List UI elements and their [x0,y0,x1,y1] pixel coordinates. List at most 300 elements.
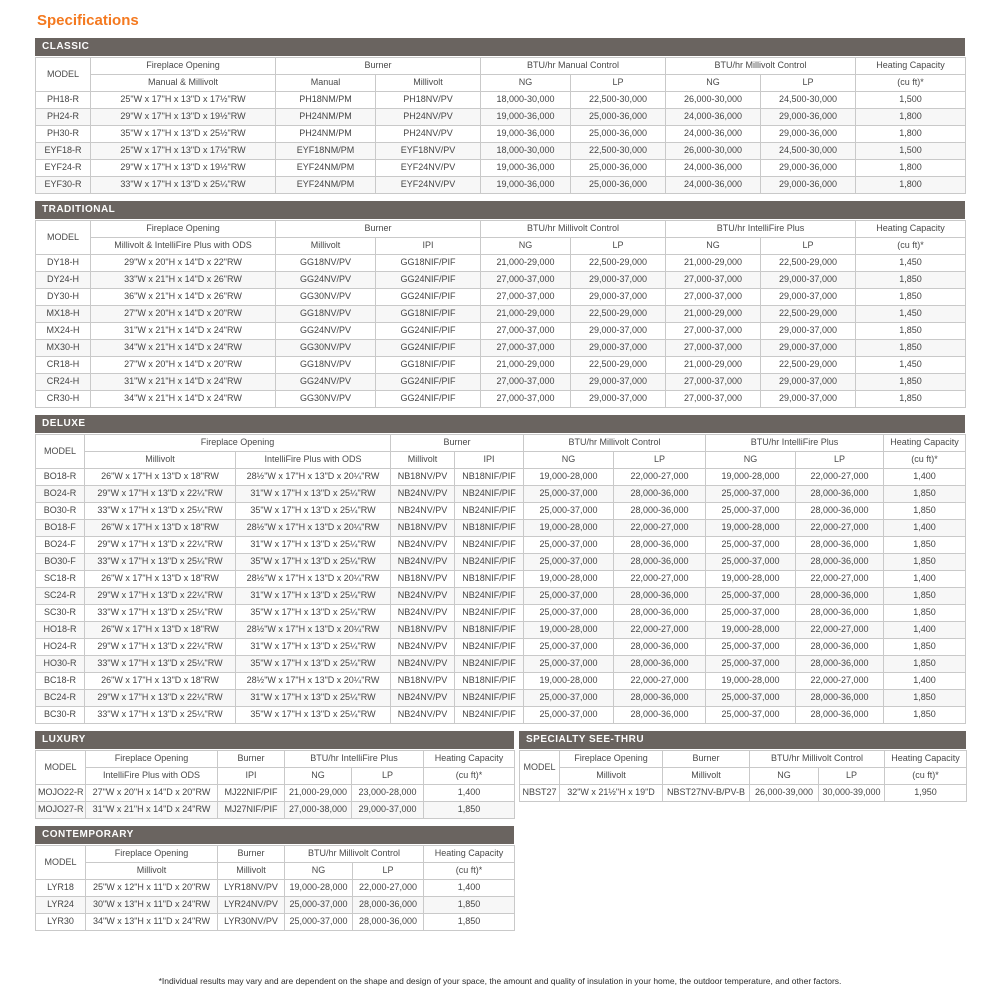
spec-cell: 31"W x 21"H x 14"D x 24"RW [91,374,276,391]
model-cell: BO24-F [36,537,85,554]
spec-cell: NB24NV/PV [391,537,455,554]
column-group-header: BTU/hr IntelliFire Plus [666,221,856,238]
header-row-groups [36,846,515,863]
spec-cell: NB18NIF/PIF [455,520,524,537]
spec-cell: 29,000-37,000 [761,391,856,408]
spec-table-contemporary [35,845,515,931]
column-header-model: MODEL [36,58,91,92]
spec-cell: 29,000-37,000 [571,289,666,306]
model-cell: PH18-R [36,92,91,109]
table-row [36,255,966,272]
spec-cell: 25,000-37,000 [524,707,614,724]
contemporary-table-section [35,826,965,931]
column-subheader: (cu ft)* [885,768,967,785]
spec-cell: NB24NIF/PIF [455,486,524,503]
table-row [36,554,966,571]
spec-cell: 1,850 [856,323,966,340]
column-group-header: Fireplace Opening [86,751,218,768]
classic-table-section [35,38,965,194]
model-cell: BO30-F [36,554,85,571]
spec-cell: NB18NV/PV [391,622,455,639]
spec-cell: GG18NIF/PIF [376,306,481,323]
spec-cell: PH18NM/PM [276,92,376,109]
spec-cell: NB24NV/PV [391,486,455,503]
spec-cell: 1,850 [856,289,966,306]
spec-cell: 1,400 [884,469,966,486]
spec-cell: 1,850 [856,391,966,408]
spec-cell: 27,000-37,000 [666,374,761,391]
spec-cell: 27"W x 20"H x 14"D x 20"RW [91,357,276,374]
column-group-header: Burner [391,435,524,452]
spec-cell: NB24NIF/PIF [455,639,524,656]
spec-cell: 27,000-37,000 [481,340,571,357]
column-subheader: NG [750,768,819,785]
spec-cell: 1,850 [856,374,966,391]
spec-cell: 35"W x 17"H x 13"D x 25¼"RW [236,656,391,673]
spec-cell: NB24NIF/PIF [455,503,524,520]
table-row [36,143,966,160]
spec-cell: 19,000-28,000 [524,571,614,588]
spec-cell: 1,850 [884,690,966,707]
spec-cell: 29,000-37,000 [761,323,856,340]
spec-cell: 29,000-36,000 [761,126,856,143]
model-cell: MOJO27-R [36,802,86,819]
spec-cell: NB24NV/PV [391,639,455,656]
spec-cell: 28,000-36,000 [796,554,884,571]
spec-cell: 29,000-37,000 [571,323,666,340]
column-subheader: Millivolt [391,452,455,469]
spec-cell: 25,000-37,000 [706,554,796,571]
spec-cell: NB18NIF/PIF [455,673,524,690]
spec-cell: 24,500-30,000 [761,92,856,109]
spec-cell: 28,000-36,000 [614,537,706,554]
column-subheader: LP [571,75,666,92]
spec-cell: 29"W x 17"H x 13"D x 22¼"RW [85,639,236,656]
footnote: *Individual results may vary and are dependent on the shape and design of your space, the amount and quality of insulation in your home, the outdoor temperature, and other factors. [158,976,842,986]
section-header-traditional: TRADITIONAL [35,201,965,219]
spec-cell: 1,850 [424,802,515,819]
spec-cell: 22,500-29,000 [571,255,666,272]
spec-cell: 28½"W x 17"H x 13"D x 20¼"RW [236,469,391,486]
column-subheader: Millivolt [86,863,218,880]
column-group-header: BTU/hr Manual Control [481,58,666,75]
spec-cell: 1,850 [884,656,966,673]
spec-cell: NB24NIF/PIF [455,707,524,724]
spec-cell: 29,000-37,000 [571,272,666,289]
column-subheader: NG [666,75,761,92]
column-subheader: NG [706,452,796,469]
spec-table-classic [35,57,966,194]
column-subheader: (cu ft)* [424,863,515,880]
spec-cell: 35"W x 17"H x 13"D x 25¼"RW [236,554,391,571]
spec-cell: 22,000-27,000 [614,520,706,537]
spec-cell: 31"W x 17"H x 13"D x 25¼"RW [236,486,391,503]
spec-cell: NB18NV/PV [391,469,455,486]
spec-cell: 29,000-36,000 [761,177,856,194]
column-subheader: (cu ft)* [856,75,966,92]
spec-cell: 1,850 [884,503,966,520]
spec-cell: NB24NV/PV [391,503,455,520]
spec-cell: 28,000-36,000 [796,639,884,656]
column-group-header: BTU/hr IntelliFire Plus [285,751,424,768]
spec-cell: GG18NIF/PIF [376,357,481,374]
spec-cell: NB24NIF/PIF [455,656,524,673]
spec-cell: 27,000-37,000 [481,374,571,391]
column-subheader: LP [761,238,856,255]
spec-cell: 28,000-36,000 [796,537,884,554]
table-row [36,802,515,819]
spec-cell: 1,400 [424,880,515,897]
model-cell: MX30-H [36,340,91,357]
spec-cell: NB24NIF/PIF [455,690,524,707]
spec-cell: 1,450 [856,357,966,374]
spec-cell: 22,000-27,000 [614,469,706,486]
table-row [36,272,966,289]
spec-cell: GG24NIF/PIF [376,340,481,357]
two-column-row [35,731,965,819]
model-cell: SC24-R [36,588,85,605]
spec-cell: 29,000-37,000 [571,340,666,357]
spec-cell: 28,000-36,000 [614,554,706,571]
spec-cell: 28,000-36,000 [353,897,424,914]
spec-cell: 26"W x 17"H x 13"D x 18"RW [85,622,236,639]
spec-cell: 25,000-36,000 [571,126,666,143]
spec-cell: 33"W x 17"H x 13"D x 25¼"RW [85,554,236,571]
spec-cell: 27,000-37,000 [666,340,761,357]
spec-cell: 1,850 [856,272,966,289]
column-group-header: Burner [276,58,481,75]
spec-cell: 21,000-29,000 [285,785,352,802]
spec-cell: 27"W x 20"H x 14"D x 20"RW [91,306,276,323]
spec-cell: PH24NV/PV [376,109,481,126]
column-group-header: BTU/hr Millivolt Control [524,435,706,452]
table-row [36,571,966,588]
spec-cell: 23,000-28,000 [352,785,424,802]
column-subheader: Millivolt [663,768,750,785]
spec-cell: 25,000-37,000 [285,897,353,914]
spec-cell: NB24NIF/PIF [455,554,524,571]
spec-cell: 19,000-36,000 [481,160,571,177]
model-cell: BO24-R [36,486,85,503]
section-header-deluxe: DELUXE [35,415,965,433]
spec-cell: 1,800 [856,109,966,126]
column-group-header: Burner [218,751,285,768]
spec-cell: 1,850 [856,340,966,357]
spec-table-specialty [519,750,967,802]
header-row-groups [36,221,966,238]
column-group-header: Fireplace Opening [85,435,391,452]
model-cell: EYF30-R [36,177,91,194]
table-row [36,306,966,323]
spec-cell: 25,000-37,000 [706,656,796,673]
column-subheader: Millivolt [218,863,285,880]
luxury-table-section [35,731,515,819]
section-header-specialty: SPECIALTY SEE-THRU [519,731,966,749]
spec-cell: GG24NV/PV [276,374,376,391]
column-subheader: Millivolt [560,768,663,785]
spec-cell: 22,000-27,000 [614,673,706,690]
spec-cell: 1,850 [884,486,966,503]
spec-cell: 28,000-36,000 [796,707,884,724]
spec-cell: 27,000-37,000 [481,272,571,289]
model-cell: LYR18 [36,880,86,897]
column-group-header: BTU/hr Millivolt Control [750,751,885,768]
spec-cell: GG24NIF/PIF [376,391,481,408]
column-subheader: LP [796,452,884,469]
spec-cell: 1,850 [884,605,966,622]
model-cell: BO30-R [36,503,85,520]
spec-cell: 1,800 [856,126,966,143]
spec-cell: NB18NIF/PIF [455,571,524,588]
model-cell: LYR24 [36,897,86,914]
spec-cell: 29,000-37,000 [761,374,856,391]
spec-cell: LYR24NV/PV [218,897,285,914]
spec-cell: 33"W x 17"H x 13"D x 25¼"RW [85,503,236,520]
column-group-header: Burner [276,221,481,238]
model-cell: MX18-H [36,306,91,323]
spec-cell: 18,000-30,000 [481,143,571,160]
table-row [36,109,966,126]
spec-cell: EYF24NM/PM [276,177,376,194]
spec-cell: NB24NIF/PIF [455,605,524,622]
spec-cell: 29,000-37,000 [761,272,856,289]
spec-cell: 26"W x 17"H x 13"D x 18"RW [85,469,236,486]
header-row-subs [36,452,966,469]
spec-cell: 25,000-37,000 [524,639,614,656]
spec-cell: 1,850 [884,554,966,571]
model-cell: PH24-R [36,109,91,126]
spec-cell: NB24NV/PV [391,690,455,707]
spec-table-luxury [35,750,515,819]
spec-cell: 31"W x 17"H x 13"D x 25¼"RW [236,588,391,605]
spec-cell: 28½"W x 17"H x 13"D x 20¼"RW [236,673,391,690]
spec-cell: 25,000-37,000 [524,554,614,571]
column-subheader: NG [481,238,571,255]
spec-cell: 22,000-27,000 [796,673,884,690]
spec-cell: 29"W x 17"H x 13"D x 22¼"RW [85,690,236,707]
spec-cell: EYF24NM/PM [276,160,376,177]
spec-cell: 22,500-29,000 [761,357,856,374]
table-row [36,880,515,897]
model-cell: BC30-R [36,707,85,724]
spec-cell: 28½"W x 17"H x 13"D x 20¼"RW [236,520,391,537]
spec-cell: 26"W x 17"H x 13"D x 18"RW [85,673,236,690]
header-row-groups [520,751,967,768]
spec-cell: 27,000-37,000 [666,323,761,340]
table-row [520,785,967,802]
column-group-header: BTU/hr IntelliFire Plus [706,435,884,452]
spec-cell: 27,000-37,000 [481,323,571,340]
table-row [36,520,966,537]
spec-cell: 26"W x 17"H x 13"D x 18"RW [85,571,236,588]
section-header-classic: CLASSIC [35,38,965,56]
spec-cell: 25,000-37,000 [524,537,614,554]
spec-cell: 22,000-27,000 [796,622,884,639]
spec-cell: GG30NV/PV [276,340,376,357]
column-subheader: LP [819,768,885,785]
spec-cell: GG24NIF/PIF [376,374,481,391]
table-row [36,391,966,408]
spec-cell: 19,000-36,000 [481,109,571,126]
spec-cell: 28,000-36,000 [796,690,884,707]
spec-cell: 1,450 [856,306,966,323]
spec-cell: 1,400 [884,673,966,690]
spec-cell: 22,000-27,000 [796,520,884,537]
spec-cell: 26,000-30,000 [666,143,761,160]
spec-cell: 35"W x 17"H x 13"D x 25½"RW [91,126,276,143]
column-header-model: MODEL [520,751,560,785]
model-cell: HO18-R [36,622,85,639]
spec-cell: 28,000-36,000 [353,914,424,931]
deluxe-table-section [35,415,965,724]
spec-cell: 33"W x 17"H x 13"D x 25¼"RW [85,605,236,622]
spec-cell: 28,000-36,000 [614,690,706,707]
spec-cell: 31"W x 17"H x 13"D x 25¼"RW [236,639,391,656]
spec-cell: 28,000-36,000 [614,503,706,520]
column-subheader: IPI [376,238,481,255]
spec-cell: 26"W x 17"H x 13"D x 18"RW [85,520,236,537]
spec-cell: 22,500-29,000 [761,255,856,272]
column-subheader: (cu ft)* [884,452,966,469]
spec-cell: EYF24NV/PV [376,160,481,177]
spec-cell: 34"W x 13"H x 11"D x 24"RW [86,914,218,931]
spec-cell: 31"W x 21"H x 14"D x 24"RW [91,323,276,340]
column-subheader: Millivolt [85,452,236,469]
model-cell: LYR30 [36,914,86,931]
spec-cell: 28½"W x 17"H x 13"D x 20¼"RW [236,571,391,588]
model-cell: PH30-R [36,126,91,143]
table-row [36,897,515,914]
spec-cell: 1,400 [884,520,966,537]
section-header-contemporary: CONTEMPORARY [35,826,514,844]
table-row [36,605,966,622]
model-cell: SC30-R [36,605,85,622]
spec-cell: 25,000-36,000 [571,109,666,126]
spec-cell: 1,400 [424,785,515,802]
model-cell: EYF18-R [36,143,91,160]
model-cell: DY18-H [36,255,91,272]
table-row [36,785,515,802]
column-group-header: Fireplace Opening [91,221,276,238]
column-group-header: Burner [663,751,750,768]
spec-cell: LYR30NV/PV [218,914,285,931]
spec-cell: 1,500 [856,92,966,109]
spec-cell: 31"W x 21"H x 14"D x 24"RW [86,802,218,819]
spec-cell: 1,400 [884,571,966,588]
spec-cell: EYF18NM/PM [276,143,376,160]
spec-cell: 31"W x 17"H x 13"D x 25¼"RW [236,690,391,707]
spec-cell: 32"W x 21½"H x 19"D [560,785,663,802]
column-subheader: IntelliFire Plus with ODS [86,768,218,785]
spec-cell: 25,000-37,000 [524,588,614,605]
model-cell: HO24-R [36,639,85,656]
traditional-table-section [35,201,965,408]
spec-cell: 33"W x 17"H x 13"D x 25¼"RW [85,707,236,724]
spec-cell: 28,000-36,000 [614,588,706,605]
spec-cell: 19,000-28,000 [706,571,796,588]
table-row [36,469,966,486]
spec-cell: GG18NV/PV [276,306,376,323]
spec-cell: 27,000-37,000 [666,272,761,289]
spec-cell: 35"W x 17"H x 13"D x 25¼"RW [236,605,391,622]
spec-cell: PH18NV/PV [376,92,481,109]
column-subheader: IPI [218,768,285,785]
spec-cell: 1,800 [856,160,966,177]
spec-table-deluxe [35,434,966,724]
spec-cell: GG24NIF/PIF [376,272,481,289]
spec-cell: NB24NV/PV [391,554,455,571]
spec-cell: 35"W x 17"H x 13"D x 25¼"RW [236,707,391,724]
spec-cell: 29,000-37,000 [571,374,666,391]
model-cell: BO18-R [36,469,85,486]
spec-cell: 19,000-36,000 [481,177,571,194]
spec-cell: 29,000-37,000 [761,340,856,357]
table-row [36,323,966,340]
column-group-header: Heating Capacity [424,751,515,768]
spec-cell: 28,000-36,000 [614,605,706,622]
spec-cell: 22,500-30,000 [571,92,666,109]
spec-cell: 22,000-27,000 [796,469,884,486]
spec-cell: 22,000-27,000 [353,880,424,897]
spec-cell: 33"W x 17"H x 13"D x 25¼"RW [91,177,276,194]
spec-cell: NB24NIF/PIF [455,537,524,554]
spec-cell: 28,000-36,000 [614,639,706,656]
column-subheader: LP [353,863,424,880]
spec-cell: GG18NV/PV [276,357,376,374]
spec-cell: 1,950 [885,785,967,802]
spec-cell: 29,000-37,000 [571,391,666,408]
model-cell: BC24-R [36,690,85,707]
column-group-header: BTU/hr Millivolt Control [666,58,856,75]
model-cell: CR24-H [36,374,91,391]
spec-cell: GG24NIF/PIF [376,323,481,340]
model-cell: DY30-H [36,289,91,306]
spec-cell: 1,850 [884,588,966,605]
spec-cell: 25,000-36,000 [571,177,666,194]
spec-cell: 25,000-37,000 [524,656,614,673]
column-header-model: MODEL [36,221,91,255]
column-group-header: Heating Capacity [424,846,515,863]
spec-cell: 29,000-36,000 [761,109,856,126]
table-row [36,588,966,605]
spec-cell: 27,000-37,000 [666,289,761,306]
spec-cell: 21,000-29,000 [666,357,761,374]
spec-cell: 1,850 [884,707,966,724]
spec-cell: 24,000-36,000 [666,177,761,194]
column-group-header: BTU/hr Millivolt Control [285,846,424,863]
spec-cell: 29,000-37,000 [761,289,856,306]
column-subheader: (cu ft)* [856,238,966,255]
spec-cell: 28,000-36,000 [796,486,884,503]
spec-cell: 1,850 [884,639,966,656]
spec-cell: 21,000-29,000 [481,306,571,323]
spec-cell: 29"W x 17"H x 13"D x 19½"RW [91,160,276,177]
header-row-subs [36,768,515,785]
spec-cell: 25,000-36,000 [571,160,666,177]
column-subheader: NG [481,75,571,92]
header-row-subs [36,863,515,880]
column-subheader: LP [761,75,856,92]
column-subheader: Millivolt [376,75,481,92]
spec-cell: 25"W x 17"H x 13"D x 17½"RW [91,143,276,160]
spec-cell: 19,000-28,000 [285,880,353,897]
spec-cell: 25,000-37,000 [706,605,796,622]
table-row [36,656,966,673]
spec-cell: 22,500-29,000 [571,357,666,374]
table-row [36,486,966,503]
spec-cell: 21,000-29,000 [666,255,761,272]
spec-cell: 24,500-30,000 [761,143,856,160]
